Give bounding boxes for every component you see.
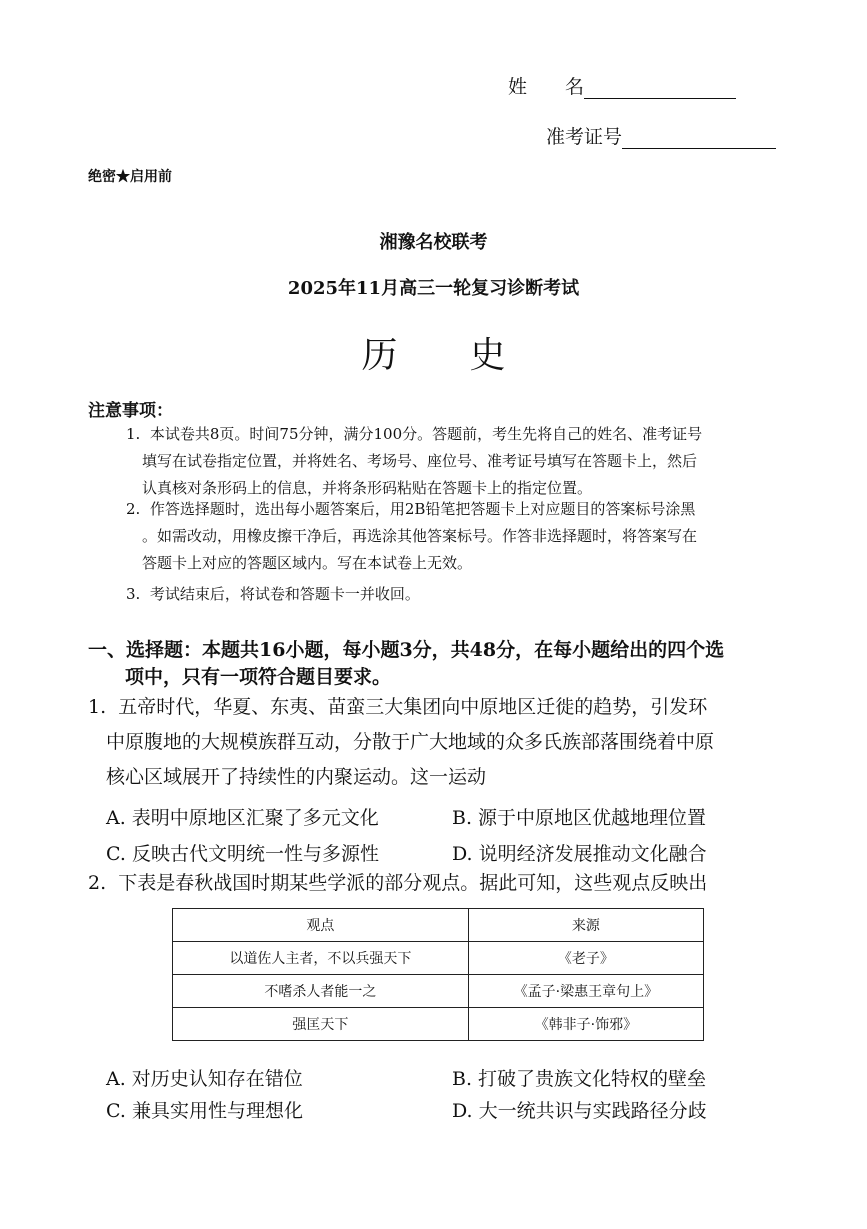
question-stem-line: 五帝时代，华夏、东夷、苗蛮三大集团向中原地区迁徙的趋势，引发环: [118, 696, 708, 718]
notice-num: 2.: [126, 500, 141, 518]
notice-num: 1.: [126, 425, 141, 443]
exam-id-field: [546, 122, 776, 149]
table-cell: 《老子》: [468, 942, 703, 975]
notice-num: 3.: [126, 585, 141, 603]
q1-option-b[interactable]: B. 源于中原地区优越地理位置: [452, 807, 707, 829]
name-field: [508, 72, 736, 99]
table-row: [173, 975, 704, 1008]
notice-item-2: [126, 496, 697, 577]
exam-id-label: 准考证号: [546, 126, 623, 148]
q2-option-a[interactable]: A. 对历史认知存在错位: [106, 1068, 303, 1090]
table-cell: 《孟子·梁惠王章句上》: [468, 975, 703, 1008]
table-cell: 强匡天下: [173, 1008, 469, 1041]
notice-line: 。如需改动，用橡皮擦干净后，再选涂其他答案标号。作答非选择题时，将答案写在: [142, 527, 698, 545]
exam-title: 2025年11月高三一轮复习诊断考试: [287, 278, 580, 299]
notice-item-1: [126, 421, 702, 502]
notice-heading: 注意事项：: [88, 401, 173, 421]
source-table: [172, 908, 704, 1041]
q2-option-d[interactable]: D. 大一统共识与实践路径分歧: [452, 1100, 707, 1122]
table-row: [173, 942, 704, 975]
q1-option-a[interactable]: A. 表明中原地区汇聚了多元文化: [106, 807, 379, 829]
question-number: 2.: [88, 872, 107, 894]
table-header-cell: 来源: [468, 909, 703, 942]
table-header-cell: 观点: [173, 909, 469, 942]
notice-line: 认真核对条形码上的信息，并将条形码粘贴在答题卡上的指定位置。: [142, 479, 593, 497]
exam-id-blank-line[interactable]: [622, 128, 776, 149]
notice-line: 填写在试卷指定位置，并将姓名、考场号、座位号、准考证号填写在答题卡上，然后: [142, 452, 698, 470]
question-stem: 下表是春秋战国时期某些学派的部分观点。据此可知，这些观点反映出: [118, 872, 708, 894]
subject-title: 历 史: [361, 335, 506, 376]
table-cell: 《韩非子·饰邪》: [468, 1008, 703, 1041]
question-stem-line: 核心区域展开了持续性的内聚运动。这一运动: [106, 766, 487, 788]
question-2: [88, 866, 707, 901]
section1-heading-line1: 一、选择题：本题共16小题，每小题3分，共48分，在每小题给出的四个选: [88, 639, 725, 661]
q1-option-d[interactable]: D. 说明经济发展推动文化融合: [452, 843, 707, 865]
question-1: [88, 690, 714, 795]
q2-option-c[interactable]: C. 兼具实用性与理想化: [106, 1100, 303, 1122]
confidential-mark: 绝密★启用前: [88, 169, 172, 185]
section1-heading-line2: 项中，只有一项符合题目要求。: [125, 666, 392, 688]
table-cell: 不嗜杀人者能一之: [173, 975, 469, 1008]
notice-line: 考试结束后，将试卷和答题卡一并收回。: [149, 585, 420, 603]
notice-line: 本试卷共8页。时间75分钟，满分100分。答题前，考生先将自己的姓名、准考证号: [149, 425, 703, 443]
org-title: 湘豫名校联考: [379, 232, 488, 253]
notice-line: 作答选择题时，选出每小题答案后，用2B铅笔把答题卡上对应题目的答案标号涂黑: [149, 500, 696, 518]
notice-line: 答题卡上对应的答题区域内。写在本试卷上无效。: [142, 554, 473, 572]
table-header-row: [173, 909, 704, 942]
notice-item-3: [126, 581, 420, 608]
name-label: 姓 名: [508, 76, 585, 98]
name-blank-line[interactable]: [584, 78, 736, 99]
question-number: 1.: [88, 696, 107, 718]
question-stem-line: 中原腹地的大规模族群互动，分散于广大地域的众多氏族部落围绕着中原: [106, 731, 715, 753]
q1-option-c[interactable]: C. 反映古代文明统一性与多源性: [106, 843, 379, 865]
table-row: [173, 1008, 704, 1041]
q2-option-b[interactable]: B. 打破了贵族文化特权的壁垒: [452, 1068, 707, 1090]
table-cell: 以道佐人主者，不以兵强天下: [173, 942, 469, 975]
